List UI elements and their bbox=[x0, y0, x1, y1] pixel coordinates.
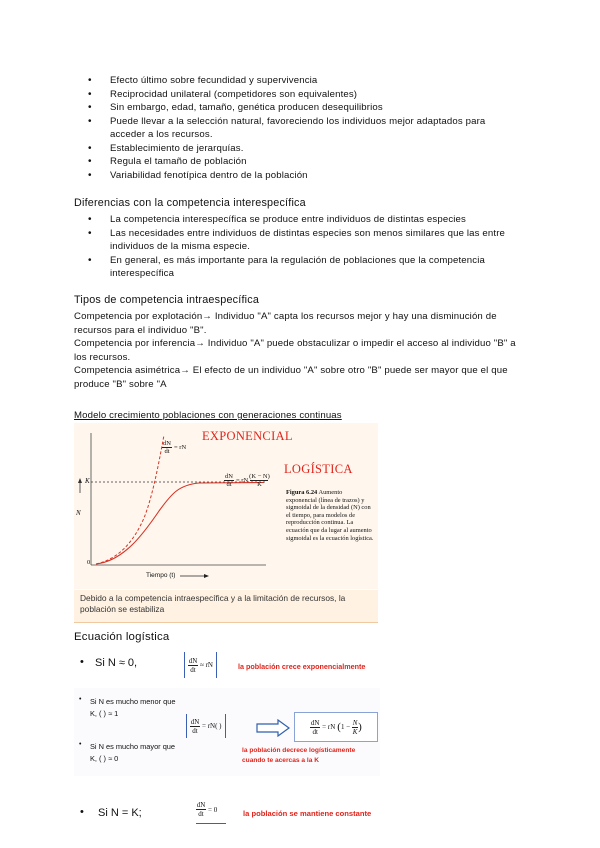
case1-equation bbox=[184, 652, 217, 678]
eq-denominator: dt bbox=[224, 480, 234, 488]
k-arrowhead bbox=[78, 478, 82, 483]
effects-list bbox=[110, 74, 520, 182]
eq-numerator: dN bbox=[225, 473, 233, 480]
asymmetric-paragraph: Competencia asimétrica→ El efecto de un individuo "A" sobre otro "B" puede ser mayor que el que produce "B" sobre "A bbox=[74, 365, 508, 390]
types-text bbox=[74, 310, 526, 392]
eq-rhs: = rN( ) bbox=[202, 722, 222, 730]
time-arrowhead bbox=[204, 574, 209, 578]
eq-frac-numerator: N bbox=[352, 718, 358, 727]
differences-heading: Diferencias con la competencia interespecífica bbox=[74, 197, 306, 209]
model-heading: Modelo crecimiento poblaciones con generaciones continuas bbox=[74, 410, 342, 421]
origin-label: 0 bbox=[87, 559, 91, 566]
eq-numerator: dN bbox=[163, 440, 171, 447]
case3-underline bbox=[196, 823, 226, 824]
y-axis-label: N bbox=[76, 509, 81, 517]
caption-title: Figura 6.24 bbox=[286, 489, 318, 496]
eq-frac-numerator: (K − N) bbox=[249, 473, 270, 480]
eq-rhs: = rN bbox=[174, 444, 187, 451]
list-item: • Efecto último sobre fecundidad y supervivencia bbox=[110, 74, 520, 88]
list-item: • Las necesidades entre individuos de distintas especies son menos similares que las entre individuos de la misma especie. bbox=[110, 227, 520, 254]
list-item: • Variabilidad fenotípica dentro de la población bbox=[110, 169, 520, 183]
eq-rhs: = rN bbox=[236, 477, 249, 484]
types-heading: Tipos de competencia intraespecífica bbox=[74, 294, 260, 306]
x-axis-label: Tiempo (t) bbox=[146, 572, 176, 579]
eq-numerator: dN bbox=[190, 717, 200, 726]
case3-bullet: • bbox=[80, 806, 84, 818]
exponential-curve bbox=[96, 435, 164, 564]
logistic-equation bbox=[224, 473, 270, 488]
growth-figure bbox=[74, 423, 378, 589]
eq-denominator: dt bbox=[190, 726, 200, 735]
case1-result: la población crece exponencialmente bbox=[238, 662, 366, 671]
case3-condition: Si N = K; bbox=[98, 807, 142, 819]
figure-caption bbox=[286, 489, 374, 542]
differences-list bbox=[110, 213, 520, 281]
logistic-curve bbox=[96, 483, 264, 565]
case1-condition: Si N ≈ 0, bbox=[95, 657, 138, 669]
eq-frac-denominator: K bbox=[250, 480, 268, 488]
exploitation-paragraph: Competencia por explotación→ Individuo "A" capta los recursos mejor y hay una disminución de recursos para el individuo "B". bbox=[74, 311, 497, 336]
case1-bullet: • bbox=[80, 656, 84, 668]
eq-numerator: dN bbox=[188, 656, 198, 665]
case3-result: la población se mantiene constante bbox=[243, 809, 372, 818]
case2b-text: Si N es mucho mayor que K, ( ) ≈ 0 bbox=[90, 742, 176, 763]
eq-numerator: dN bbox=[310, 718, 320, 727]
eq-denominator: dt bbox=[188, 665, 198, 674]
interference-paragraph: Competencia por inferencia→ Individuo "A" puede obstaculizar o impedir el acceso al individuo "B" a los recursos. bbox=[74, 338, 516, 363]
list-item: • En general, es más importante para la regulación de poblaciones que la competencia interespecífica bbox=[110, 254, 520, 281]
list-item: • Establecimiento de jerarquías. bbox=[110, 142, 520, 156]
result-equation-box: $\frac{dN}{dt}$ = rN ( 1 − $\frac{N}{K}$ ) bbox=[294, 712, 378, 742]
exponential-label: EXPONENCIAL bbox=[202, 429, 293, 443]
eq-frac-denominator: K bbox=[352, 727, 358, 736]
eq-rhs: ≈ rN bbox=[200, 661, 213, 669]
stabilization-note: Debido a la competencia intraespecífica y a la limitación de recursos, la población se estabiliza bbox=[74, 590, 378, 623]
case2a-bullet: • bbox=[79, 696, 82, 703]
case2-result: la población decrece logísticamente cuando te acercas a la K bbox=[242, 747, 356, 764]
caption-text: Aumento exponencial (línea de trazos) y sigmoidal de la densidad (N) con el tiempo, para modelos de reproducción continua. La ecuación que da lugar al aumento sigmoidal es la ecuación logística. bbox=[286, 489, 374, 542]
exp-equation bbox=[162, 440, 186, 455]
eq-rhs-b: 1 − bbox=[340, 723, 351, 731]
list-item: • La competencia interespecífica se produce entre individuos de distintas especies bbox=[110, 213, 520, 227]
case2a-text: Si N es mucho menor que K, ( ) ≈ 1 bbox=[90, 697, 176, 718]
list-item: • Reciprocidad unilateral (competidores son equivalentes) bbox=[110, 88, 520, 102]
list-item: • Sin embargo, edad, tamaño, genética producen desequilibrios bbox=[110, 101, 520, 115]
implies-arrow-icon bbox=[256, 719, 290, 737]
list-item: • Puede llevar a la selección natural, favoreciendo los individuos mejor adaptados para acceder a los recursos. bbox=[110, 115, 520, 142]
eq-denominator: dt bbox=[162, 447, 172, 455]
eq-denominator: dt bbox=[310, 727, 320, 736]
logistic-label: LOGÍSTICA bbox=[284, 462, 353, 476]
case2-panel bbox=[74, 688, 380, 776]
k-axis-label: K bbox=[85, 477, 90, 485]
mid-equation bbox=[186, 714, 226, 738]
eq-rhs-a: = rN bbox=[322, 723, 336, 731]
case2b-bullet: • bbox=[79, 741, 82, 748]
list-item: • Regula el tamaño de población bbox=[110, 155, 520, 169]
eq-rhs: = 0 bbox=[208, 805, 218, 814]
eq-denominator: dt bbox=[196, 809, 206, 818]
logistic-heading: Ecuación logística bbox=[74, 631, 170, 643]
case3-equation bbox=[196, 801, 217, 818]
eq-numerator: dN bbox=[196, 801, 206, 809]
